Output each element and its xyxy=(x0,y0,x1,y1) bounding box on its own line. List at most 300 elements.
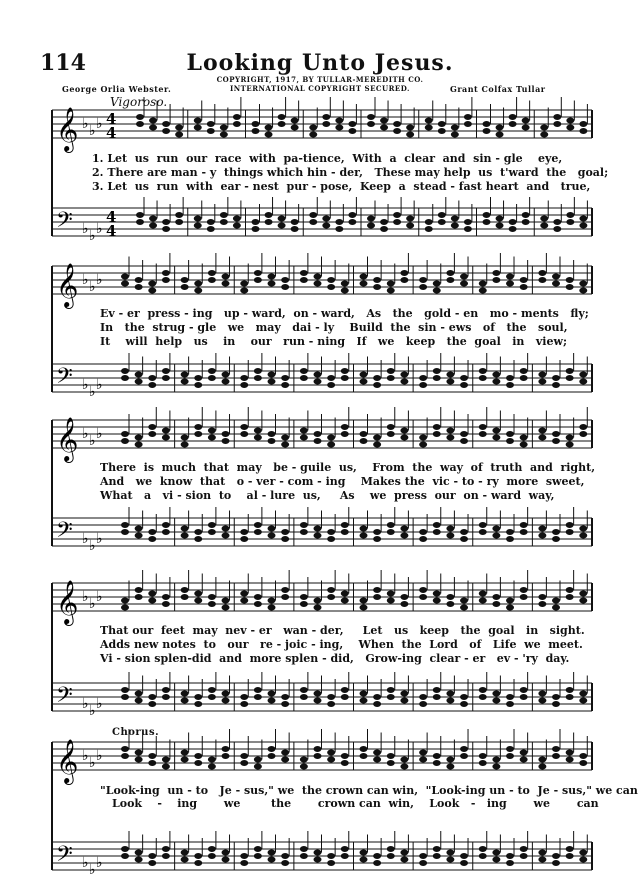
note-head xyxy=(483,212,491,218)
note-head xyxy=(327,750,335,756)
note-head xyxy=(579,288,587,294)
note-head xyxy=(506,753,514,759)
note-head xyxy=(566,529,574,535)
note-head xyxy=(566,853,574,859)
note-head xyxy=(268,379,276,385)
note-head xyxy=(254,687,262,693)
note-head xyxy=(181,277,189,283)
note-head xyxy=(460,694,468,700)
note-head xyxy=(341,431,349,437)
note-head xyxy=(387,753,395,759)
note-head xyxy=(492,526,500,532)
note-head xyxy=(552,598,560,604)
note-head xyxy=(492,372,500,378)
note-head xyxy=(281,382,289,388)
note-head xyxy=(446,533,454,539)
note-head xyxy=(446,757,454,763)
note-head xyxy=(208,277,216,283)
note-head xyxy=(552,431,560,437)
flat-sign: ♭ xyxy=(96,748,103,764)
flat-sign: ♭ xyxy=(89,384,96,400)
note-head xyxy=(194,288,202,294)
lyric-line-s1-v3: 3. Let us run with ear - nest pur - pose, Keep a stead - fast heart and true, xyxy=(92,180,591,193)
note-head xyxy=(446,764,454,770)
note-head xyxy=(451,216,459,222)
note-head xyxy=(162,121,170,127)
note-head xyxy=(460,375,468,381)
note-head xyxy=(327,587,335,593)
note-head xyxy=(520,529,528,535)
note-head xyxy=(135,442,143,448)
note-head xyxy=(309,212,317,218)
lyric-line-s3-v2: And we know that o - ver - com - ing Makes the vic - to - ry more sweet, xyxy=(100,475,585,488)
note-head xyxy=(520,587,528,593)
note-head xyxy=(314,598,322,604)
note-head xyxy=(538,379,546,385)
note-head xyxy=(380,125,388,131)
note-head xyxy=(520,757,528,763)
note-head xyxy=(566,277,574,283)
note-head xyxy=(265,212,273,218)
note-head xyxy=(135,372,143,378)
note-head xyxy=(380,118,388,124)
note-head xyxy=(479,368,487,374)
note-head xyxy=(433,694,441,700)
note-head xyxy=(309,219,317,225)
note-head xyxy=(194,223,202,229)
note-head xyxy=(566,125,574,131)
note-head xyxy=(181,698,189,704)
note-head xyxy=(327,701,335,707)
note-head xyxy=(208,368,216,374)
note-head xyxy=(460,431,468,437)
note-head xyxy=(254,375,262,381)
note-head xyxy=(360,605,368,611)
note-head xyxy=(579,857,587,863)
note-head xyxy=(148,753,156,759)
note-head xyxy=(348,212,356,218)
note-head xyxy=(433,853,441,859)
note-head xyxy=(208,853,216,859)
note-head xyxy=(446,270,454,276)
lyric-line-s4-v3: Vi - sion splen-did and more splen - did, Grow-ing clear - er ev - 'ry day. xyxy=(100,652,570,665)
note-head xyxy=(281,860,289,866)
copyright-secured-line: INTERNATIONAL COPYRIGHT SECURED. xyxy=(230,84,410,93)
note-head xyxy=(566,750,574,756)
note-head xyxy=(552,274,560,280)
note-head xyxy=(438,128,446,134)
note-head xyxy=(387,687,395,693)
note-head xyxy=(419,594,427,600)
note-head xyxy=(553,114,561,120)
lyric-line-chorus-2: Look - ing we the crown can win, Look - ing we can xyxy=(112,797,599,810)
note-head xyxy=(387,522,395,528)
note-head xyxy=(520,375,528,381)
treble-clef: 𝄞 xyxy=(56,263,79,307)
note-head xyxy=(254,764,262,770)
note-head xyxy=(222,438,230,444)
note-head xyxy=(520,284,528,290)
note-head xyxy=(181,594,189,600)
flat-sign: ♭ xyxy=(96,272,103,288)
note-head xyxy=(406,216,414,222)
note-head xyxy=(522,219,530,225)
note-head xyxy=(579,379,587,385)
note-head xyxy=(387,846,395,852)
note-head xyxy=(222,281,230,287)
note-head xyxy=(121,281,129,287)
note-head xyxy=(136,114,144,120)
treble-clef: 𝄞 xyxy=(56,107,79,151)
note-head xyxy=(509,121,517,127)
note-head xyxy=(162,853,170,859)
note-head xyxy=(121,746,129,752)
note-head xyxy=(222,526,230,532)
note-head xyxy=(425,125,433,131)
note-head xyxy=(268,691,276,697)
note-head xyxy=(492,764,500,770)
note-head xyxy=(327,594,335,600)
note-head xyxy=(540,223,548,229)
note-head xyxy=(208,529,216,535)
note-head xyxy=(373,284,381,290)
note-head xyxy=(460,382,468,388)
note-head xyxy=(281,442,289,448)
note-head xyxy=(327,277,335,283)
note-head xyxy=(579,216,587,222)
note-head xyxy=(446,594,454,600)
note-head xyxy=(479,522,487,528)
note-head xyxy=(538,601,546,607)
note-head xyxy=(406,125,414,131)
note-head xyxy=(522,212,530,218)
note-head xyxy=(300,853,308,859)
note-head xyxy=(438,121,446,127)
flat-sign: ♭ xyxy=(96,426,103,442)
note-head xyxy=(252,121,260,127)
note-head xyxy=(181,379,189,385)
note-head xyxy=(360,281,368,287)
note-head xyxy=(506,598,514,604)
note-head xyxy=(281,750,289,756)
lyric-line-s2-v3: It will help us in our run - ning If we keep the goal in view; xyxy=(100,335,568,348)
time-signature: 4 xyxy=(106,110,117,128)
note-head xyxy=(194,216,202,222)
note-head xyxy=(135,533,143,539)
note-head xyxy=(149,223,157,229)
author-credit: George Orlia Webster. xyxy=(62,84,172,94)
note-head xyxy=(268,746,276,752)
note-head xyxy=(135,691,143,697)
note-head xyxy=(314,746,322,752)
note-head xyxy=(438,219,446,225)
note-head xyxy=(254,846,262,852)
note-head xyxy=(464,226,472,232)
note-head xyxy=(220,132,228,138)
note-head xyxy=(240,375,248,381)
note-head xyxy=(479,591,487,597)
note-head xyxy=(222,746,230,752)
note-head xyxy=(451,125,459,131)
lyric-line-s1-v1: 1. Let us run our race with pa-tience, With a clear and sin - gle eye, xyxy=(92,152,563,165)
note-head xyxy=(425,226,433,232)
note-head xyxy=(566,522,574,528)
note-head xyxy=(240,382,248,388)
bass-clef: 𝄢 xyxy=(56,683,73,713)
note-head xyxy=(400,428,408,434)
note-head xyxy=(492,698,500,704)
note-head xyxy=(506,431,514,437)
note-head xyxy=(360,698,368,704)
note-head xyxy=(254,277,262,283)
note-head xyxy=(222,691,230,697)
note-head xyxy=(433,846,441,852)
note-head xyxy=(194,529,202,535)
note-head xyxy=(360,431,368,437)
note-head xyxy=(265,132,273,138)
note-head xyxy=(314,605,322,611)
note-head xyxy=(579,223,587,229)
note-head xyxy=(314,850,322,856)
note-head xyxy=(419,860,427,866)
note-head xyxy=(281,375,289,381)
note-head xyxy=(281,529,289,535)
note-head xyxy=(148,591,156,597)
note-head xyxy=(222,533,230,539)
note-head xyxy=(181,857,189,863)
note-head xyxy=(566,687,574,693)
note-head xyxy=(208,757,216,763)
note-head xyxy=(240,536,248,542)
note-head xyxy=(222,598,230,604)
note-head xyxy=(492,277,500,283)
note-head xyxy=(300,601,308,607)
note-head xyxy=(327,694,335,700)
note-head xyxy=(367,114,375,120)
note-head xyxy=(254,601,262,607)
note-head xyxy=(506,438,514,444)
note-head xyxy=(208,687,216,693)
note-head xyxy=(446,379,454,385)
note-head xyxy=(522,125,530,131)
note-head xyxy=(254,522,262,528)
note-head xyxy=(360,746,368,752)
note-head xyxy=(506,853,514,859)
note-head xyxy=(479,760,487,766)
note-head xyxy=(400,857,408,863)
note-head xyxy=(520,442,528,448)
note-head xyxy=(240,860,248,866)
note-head xyxy=(327,435,335,441)
note-head xyxy=(446,691,454,697)
note-head xyxy=(149,216,157,222)
note-head xyxy=(121,687,129,693)
note-head xyxy=(579,598,587,604)
note-head xyxy=(552,438,560,444)
note-head xyxy=(367,216,375,222)
note-head xyxy=(579,372,587,378)
note-head xyxy=(314,431,322,437)
time-signature: 4 xyxy=(106,222,117,240)
note-head xyxy=(451,223,459,229)
note-head xyxy=(433,424,441,430)
note-head xyxy=(419,375,427,381)
note-head xyxy=(387,288,395,294)
note-head xyxy=(373,694,381,700)
note-head xyxy=(240,281,248,287)
note-head xyxy=(300,764,308,770)
note-head xyxy=(240,288,248,294)
note-head xyxy=(360,598,368,604)
note-head xyxy=(136,219,144,225)
note-head xyxy=(194,382,202,388)
note-head xyxy=(479,753,487,759)
note-head xyxy=(400,850,408,856)
note-head xyxy=(348,128,356,134)
note-head xyxy=(479,424,487,430)
note-head xyxy=(300,375,308,381)
note-head xyxy=(506,694,514,700)
note-head xyxy=(566,375,574,381)
note-head xyxy=(579,121,587,127)
note-head xyxy=(314,753,322,759)
note-head xyxy=(387,281,395,287)
note-head xyxy=(268,372,276,378)
note-head xyxy=(220,219,228,225)
note-head xyxy=(393,128,401,134)
note-head xyxy=(419,757,427,763)
note-head xyxy=(492,594,500,600)
note-head xyxy=(240,424,248,430)
note-head xyxy=(538,764,546,770)
note-head xyxy=(552,853,560,859)
note-head xyxy=(373,277,381,283)
note-head xyxy=(433,591,441,597)
note-head xyxy=(162,277,170,283)
note-head xyxy=(300,694,308,700)
note-head xyxy=(552,860,560,866)
flat-sign: ♭ xyxy=(82,426,89,442)
note-head xyxy=(121,368,129,374)
note-head xyxy=(240,529,248,535)
note-head xyxy=(135,435,143,441)
note-head xyxy=(194,701,202,707)
note-head xyxy=(373,435,381,441)
note-head xyxy=(446,698,454,704)
note-head xyxy=(579,431,587,437)
note-head xyxy=(194,753,202,759)
note-head xyxy=(162,226,170,232)
note-head xyxy=(162,757,170,763)
note-head xyxy=(181,757,189,763)
note-head xyxy=(460,438,468,444)
note-head xyxy=(135,698,143,704)
note-head xyxy=(194,536,202,542)
note-head xyxy=(400,594,408,600)
note-head xyxy=(300,277,308,283)
note-head xyxy=(540,132,548,138)
note-head xyxy=(278,114,286,120)
note-head xyxy=(162,270,170,276)
lyric-line-s4-v2: Adds new notes to our re - joic - ing, When the Lord of Life we meet. xyxy=(100,638,583,651)
note-head xyxy=(322,216,330,222)
note-head xyxy=(373,529,381,535)
note-head xyxy=(433,753,441,759)
note-head xyxy=(373,701,381,707)
note-head xyxy=(135,587,143,593)
note-head xyxy=(149,125,157,131)
note-head xyxy=(281,694,289,700)
note-head xyxy=(360,691,368,697)
note-head xyxy=(538,850,546,856)
note-head xyxy=(300,846,308,852)
lyric-line-s4-v1: That our feet may nev - er wan - der, Let us keep the goal in sight. xyxy=(100,624,585,637)
note-head xyxy=(222,857,230,863)
note-head xyxy=(309,125,317,131)
note-head xyxy=(252,219,260,225)
note-head xyxy=(348,121,356,127)
note-head xyxy=(121,846,129,852)
note-head xyxy=(341,424,349,430)
flat-sign: ♭ xyxy=(89,755,96,771)
note-head xyxy=(566,594,574,600)
note-head xyxy=(360,372,368,378)
note-head xyxy=(433,522,441,528)
note-head xyxy=(400,601,408,607)
note-head xyxy=(149,118,157,124)
note-head xyxy=(460,529,468,535)
note-head xyxy=(135,284,143,290)
note-head xyxy=(148,424,156,430)
note-head xyxy=(540,125,548,131)
note-head xyxy=(460,598,468,604)
note-head xyxy=(314,438,322,444)
note-head xyxy=(341,368,349,374)
note-head xyxy=(341,598,349,604)
flat-sign: ♭ xyxy=(96,855,103,871)
note-head xyxy=(240,694,248,700)
note-head xyxy=(121,753,129,759)
note-head xyxy=(566,284,574,290)
note-head xyxy=(400,764,408,770)
note-head xyxy=(400,757,408,763)
note-head xyxy=(254,270,262,276)
note-head xyxy=(483,219,491,225)
hymn-title: Looking Unto Jesus. xyxy=(186,50,454,76)
note-head xyxy=(373,536,381,542)
note-head xyxy=(162,375,170,381)
note-head xyxy=(520,846,528,852)
note-head xyxy=(419,529,427,535)
note-head xyxy=(322,121,330,127)
note-head xyxy=(520,368,528,374)
note-head xyxy=(135,594,143,600)
lyric-line-s3-v1: There is much that may be - guile us, From the way of truth and right, xyxy=(100,461,596,474)
note-head xyxy=(446,277,454,283)
note-head xyxy=(181,526,189,532)
note-head xyxy=(433,281,441,287)
note-head xyxy=(460,753,468,759)
flat-sign: ♭ xyxy=(96,221,103,237)
note-head xyxy=(233,216,241,222)
note-head xyxy=(175,132,183,138)
note-head xyxy=(492,379,500,385)
note-head xyxy=(360,438,368,444)
flat-sign: ♭ xyxy=(89,596,96,612)
note-head xyxy=(492,428,500,434)
note-head xyxy=(281,701,289,707)
note-head xyxy=(341,853,349,859)
